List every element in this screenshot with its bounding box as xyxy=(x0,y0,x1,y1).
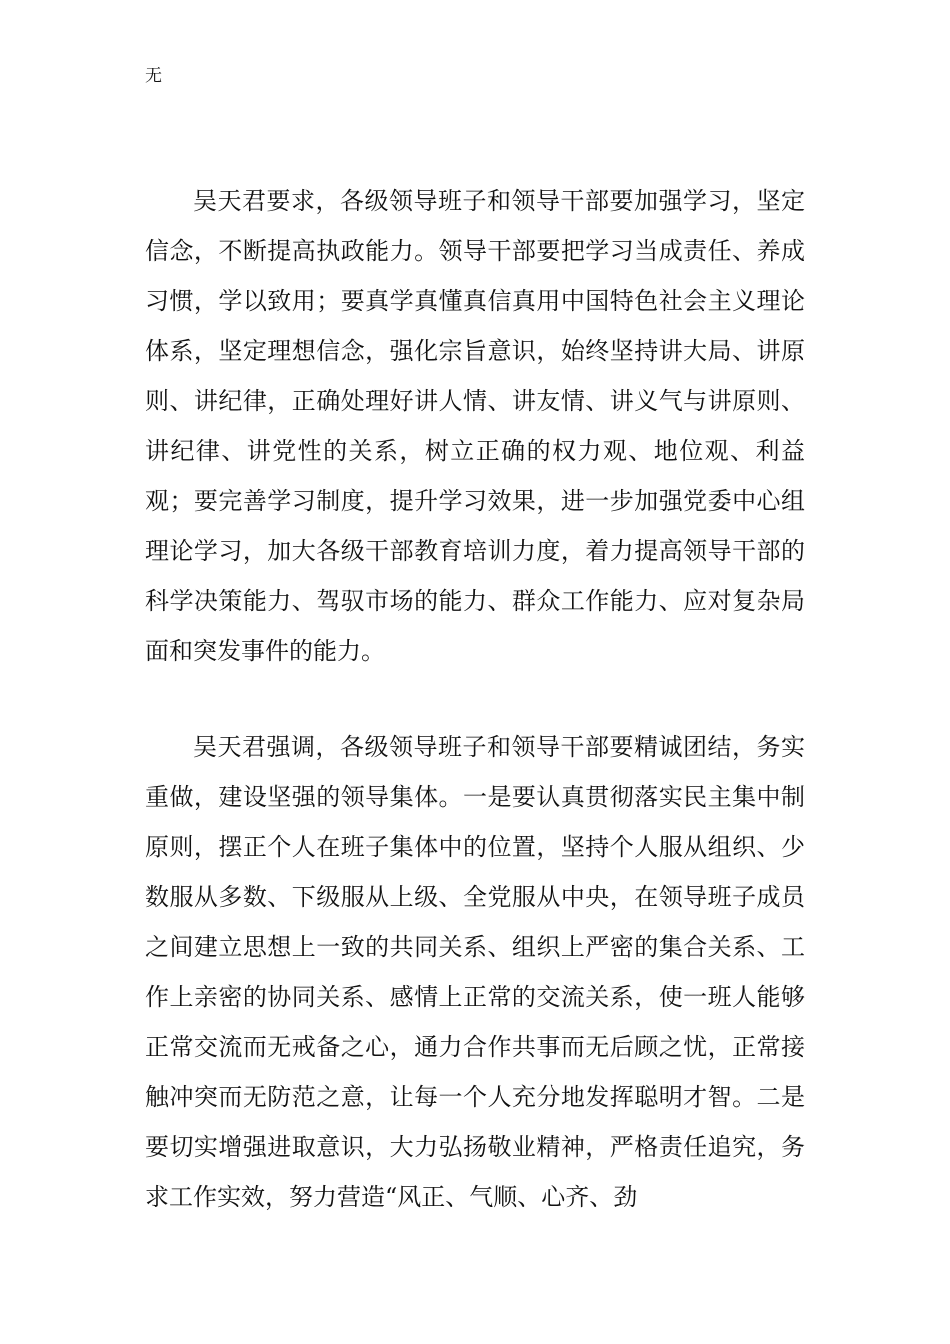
header-mark: 无 xyxy=(145,66,162,86)
body-paragraph-1: 吴天君要求，各级领导班子和领导干部要加强学习，坚定信念，不断提高执政能力。领导干部要把学习当成责任、养成习惯，学以致用；要真学真懂真信真用中国特色社会主义理论体系，坚定理想信念，强化宗旨意识，始终坚持讲大局、讲原则、讲纪律，正确处理好讲人情、讲友情、讲义气与讲原则、讲纪律、讲党性的关系，树立正确的权力观、地位观、利益观；要完善学习制度，提升学习效果，进一步加强党委中心组理论学习，加大各级干部教育培训力度，着力提高领导干部的科学决策能力、驾驭市场的能力、群众工作能力、应对复杂局面和突发事件的能力。 xyxy=(145,187,805,665)
body-paragraph-2: 吴天君强调，各级领导班子和领导干部要精诚团结，务实重做，建设坚强的领导集体。一是要认真贯彻落实民主集中制原则，摆正个人在班子集体中的位置，坚持个人服从组织、少数服从多数、下级服从上级、全党服从中央，在领导班子成员之间建立思想上一致的共同关系、组织上严密的集合关系、工作上亲密的协同关系、感情上正常的交流关系，使一班人能够正常交流而无戒备之心，通力合作共事而无后顾之忧，正常接触冲突而无防范之意，让每一个人充分地发挥聪明才智。二是要切实增强进取意识，大力弘扬敬业精神，严格责任追究，务求工作实效，努力营造“风正、气顺、心齐、劲 xyxy=(145,733,805,1211)
